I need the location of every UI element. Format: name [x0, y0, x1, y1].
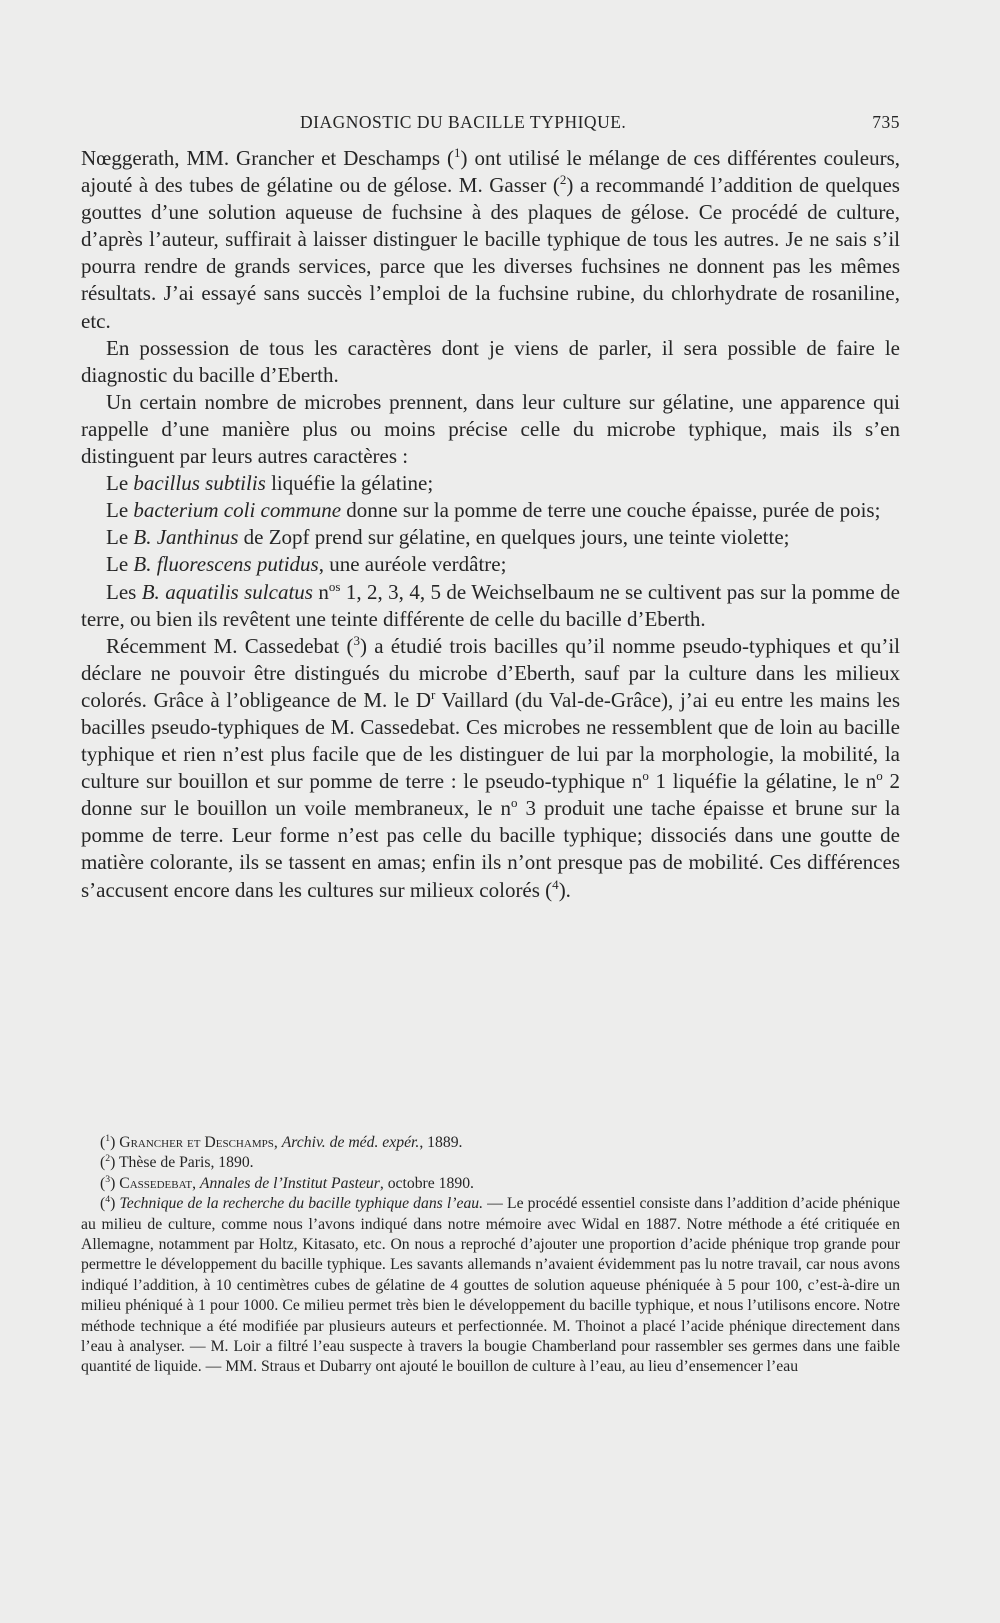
text-span: — Le procédé essentiel consiste dans l’addition d’acide phénique au milieu de culture, comme nous l’avons indiqué dans notre mémoire avec Widal en 1887. Notre méthode a été critiquée en Allemagne, notamment par Holtz, Kitasato, etc. On nous a reproché d’ajouter une proportion d’acide phénique trop grande pour permettre le développement du bacille typhique. Les savants allemands n’avaient évidemment pas lu notre travail, car nous avons indiqué l’addition, à 10 centimètres cubes de gélatine de 4 gouttes de solution aqueuse phéniquée à 5 pour 100, c’est-à-dire un milieu phéniqué à 1 pour 1000. Ce milieu permet très bien le développement du bacille typhique, et nous l’utilisons encore. Notre méthode technique a été modifiée par plusieurs auteurs et perfectionnée. M. Thoinot a placé l’acide phénique directement dans l’eau à analyser. — M. Loir a filtré l’eau suspecte à travers la bougie Chamberland pour rassembler ses germes dans une faible quantité de liquide. — MM. Straus et Dubarry ont ajouté le bouillon de culture à l’eau, au lieu d’ensemencer l’eau	[81, 1195, 900, 1376]
page-number: 735	[872, 112, 900, 132]
footnote-4	[81, 1194, 900, 1378]
list-item-b-aquatilis	[81, 579, 900, 633]
species-name: B. aquatilis sulcatus	[141, 579, 313, 604]
superscript: o	[510, 795, 518, 811]
text-span: ,	[192, 1174, 200, 1192]
footnote-journal: Annales de l’Institut Pasteur	[199, 1174, 380, 1192]
footnote-journal: Archiv. de méd. expér.	[281, 1134, 420, 1151]
text-span: (	[100, 1174, 106, 1192]
superscript: r	[431, 686, 436, 702]
text-span: )	[110, 1174, 120, 1192]
text-span: Thèse de Paris, 1890.	[118, 1154, 254, 1172]
footnote-ref-1: 1	[453, 145, 461, 160]
species-name: bacillus subtilis	[133, 471, 266, 496]
text-span: )	[110, 1154, 119, 1172]
text-span: Le	[106, 471, 134, 496]
paragraph-cassedebat	[81, 633, 900, 904]
text-span: )	[110, 1134, 120, 1151]
footnote-ref-2: 2	[559, 172, 567, 188]
running-header	[80, 112, 900, 136]
text-span: , une auréole verdâtre;	[318, 552, 507, 577]
text-span: ).	[558, 877, 571, 902]
text-span: 2 donne sur le bouillon un voile membraneux, le n	[81, 769, 900, 821]
text-span: (	[100, 1195, 106, 1213]
text-span: Le	[106, 498, 134, 523]
text-span: 1, 2, 3, 4, 5 de Weichselbaum ne se cultivent pas sur la pomme de terre, ou bien ils revêtent une teinte différente de celle du bacille d’Eberth.	[81, 579, 900, 631]
text-span: Récemment M. Cassedebat (	[106, 633, 354, 658]
text-span: ) a étudié trois bacilles qu’il nomme pseudo-typhiques et qu’il déclare ne pouvoir être distingués du microbe d’Eberth, sauf par la culture dans les milieux colorés. Grâce à l’obligeance de M. le D	[81, 633, 900, 712]
paragraph-1	[81, 145, 900, 335]
superscript: os	[328, 578, 341, 594]
species-name: B. Janthinus	[133, 525, 239, 550]
text-span: (	[100, 1134, 106, 1151]
list-item-bacillus-subtilis	[81, 470, 900, 497]
text-span: , octobre 1890.	[379, 1174, 474, 1192]
footnote-ref-4: 4	[552, 876, 559, 892]
footnote-3	[81, 1174, 900, 1194]
text-span: , 1889.	[419, 1134, 463, 1151]
text-span: Nœggerath, MM. Grancher et Deschamps (	[81, 146, 454, 170]
text-span: ) ont utilisé le mélange de ces différentes couleurs, ajouté à des tubes de gélatine ou de gélose. M. Gasser (	[81, 146, 900, 198]
footnote-ref-3: 3	[353, 632, 360, 648]
text-span: liquéfie la gélatine;	[265, 471, 434, 496]
footnote-mark: 4	[105, 1193, 111, 1205]
text-span: Le	[106, 525, 134, 550]
footnote-mark: 3	[105, 1173, 111, 1185]
text-span: 1 liquéfie la gélatine, le n	[648, 769, 877, 794]
superscript: o	[876, 768, 883, 784]
footnote-1	[81, 1133, 900, 1153]
text-span: (	[100, 1154, 106, 1172]
text-span: Les	[106, 579, 142, 604]
text-span: n	[312, 579, 329, 604]
main-text	[81, 145, 900, 904]
species-name: bacterium coli commune	[133, 498, 342, 523]
text-span: de Zopf prend sur gélatine, en quelques jours, une teinte violette;	[238, 525, 790, 550]
text-span: 3 produit une tache épaisse et brune sur la pomme de terre. Leur forme n’est pas celle du bacille typhique; dissociés dans une goutte de matière colorante, ils se tassent en amas; enfin ils n’ont presque pas de mobilité. Ces différences s’accusent encore dans les cultures sur milieux colorés (	[81, 796, 900, 902]
footnote-mark: 1	[105, 1132, 111, 1144]
footnote-mark: 2	[105, 1153, 111, 1165]
footnotes	[81, 1133, 900, 1378]
running-title: DIAGNOSTIC DU BACILLE TYPHIQUE.	[300, 112, 627, 132]
text-span: Le	[106, 552, 134, 577]
text-span: ) a recommandé l’addition de quelques gouttes d’une solution aqueuse de fuchsine à des plaques de gélose. Ce procédé de culture, d’après l’auteur, suffirait à laisser distinguer le bacille typhique de tous les autres. Je ne sais s’il pourra rendre de grands services, parce que les diverses fuchsines ne donnent pas les mêmes résultats. J’ai essayé sans succès l’emploi de la fuchsine rubine, du chlorhydrate de rosaniline, etc.	[81, 173, 900, 333]
superscript: o	[642, 768, 649, 784]
list-item-bacterium-coli	[81, 497, 900, 524]
text-span: )	[110, 1195, 120, 1213]
footnote-2	[81, 1153, 900, 1173]
list-item-b-janthinus	[81, 524, 900, 551]
paragraph-3: Un certain nombre de microbes prennent, dans leur culture sur gélatine, une apparence qui rappelle d’une manière plus ou moins précise celle du microbe typhique, mais ils s’en distinguent par leurs autres caractères :	[81, 389, 900, 469]
footnote-author: Grancher et Deschamps	[119, 1134, 274, 1151]
footnote-author: Cassedebat	[119, 1174, 193, 1192]
species-name: B. fluorescens putidus	[133, 552, 319, 577]
paragraph-2: En possession de tous les caractères dont je viens de parler, il sera possible de faire le diagnostic du bacille d’Eberth.	[81, 335, 900, 387]
text-span: ,	[273, 1134, 282, 1151]
footnote-title: Technique de la recherche du bacille typhique dans l’eau.	[119, 1195, 484, 1213]
text-span: Vaillard (du Val-de-Grâce), j’ai eu entre les mains les bacilles pseudo-typhiques de M. Cassedebat. Ces microbes ne ressemblent que de loin au bacille typhique et rien n’est plus facile que de les distinguer de lui par la morphologie, la mobilité, la culture sur bouillon et sur pomme de terre : le pseudo-typhique n	[81, 687, 900, 794]
text-span: donne sur la pomme de terre une couche épaisse, purée de pois;	[341, 498, 881, 523]
list-item-b-fluorescens	[81, 551, 900, 578]
